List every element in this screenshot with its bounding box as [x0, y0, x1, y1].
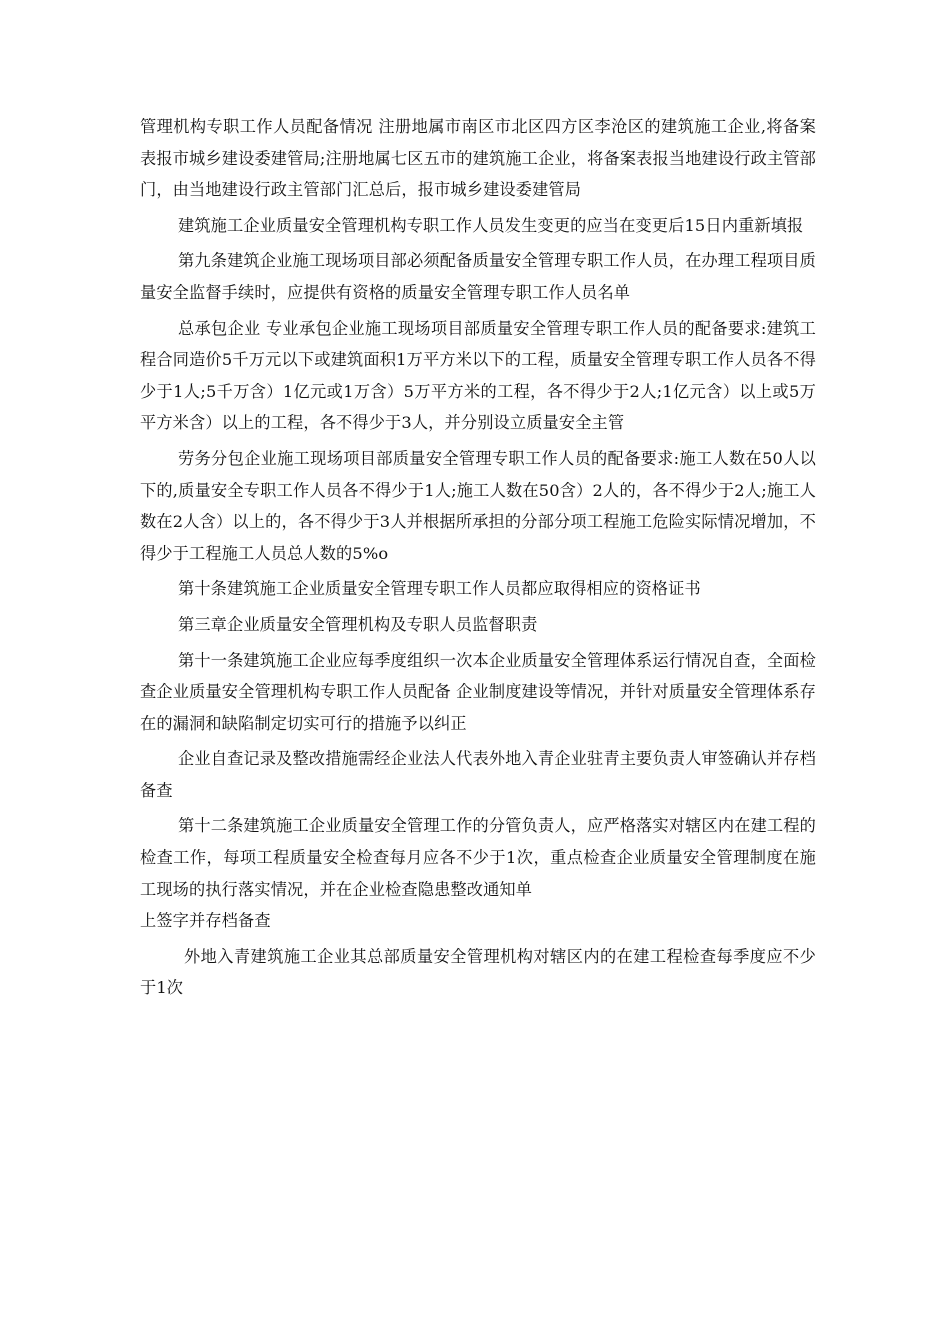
paragraph-nonlocal-enterprise-inspection: 外地入青建筑施工企业其总部质量安全管理机构对辖区内的在建工程检查每季度应不少于1次 — [140, 946, 816, 998]
paragraph-article-9: 第九条建筑企业施工现场项目部必须配备质量安全管理专职工作人员，在办理工程项目质量安全监督手续时，应提供有资格的质量安全管理专职工作人员名单 — [140, 251, 816, 302]
paragraph-filing-location: 管理机构专职工作人员配备情况 注册地属市南区市北区四方区李沧区的建筑施工企业,将备案表报市城乡建设委建管局;注册地属七区五市的建筑施工企业，将备案表报当地建设行政主管部门，由当地建设行政主管部门汇总后，报市城乡建设委建管局 — [140, 117, 816, 200]
chapter-3-heading: 第三章企业质量安全管理机构及专职人员监督职责 — [178, 614, 538, 634]
paragraph-article-12: 第十二条建筑施工企业质量安全管理工作的分管负责人，应严格落实对辖区内在建工程的检查工作，每项工程质量安全检查每月应各不少于1次，重点检查企业质量安全管理制度在施工现场的执行落实情况，并在企业检查隐患整改通知单 — [140, 816, 816, 899]
paragraph-general-contractor-staffing: 总承包企业 专业承包企业施工现场项目部质量安全管理专职工作人员的配备要求:建筑工程合同造价5千万元以下或建筑面积1万平方米以下的工程，质量安全管理专职工作人员各不得少于1人;5千万含）1亿元或1万含）5万平方米的工程，各不得少于2人;1亿元含）以上或5万平方米含）以上的工程，各不得少于3人，并分别设立质量安全主管 — [140, 318, 816, 433]
paragraph-labor-subcontractor-staffing: 劳务分包企业施工现场项目部质量安全管理专职工作人员的配备要求:施工人数在50人以下的,质量安全专职工作人员各不得少于1人;施工人数在50含）2人的，各不得少于2人;施工人数在2人含）以上的，各不得少于3人并根据所承担的分部分项工程施工危险实际情况增加，不得少于工程施工人员总人数的5%o — [140, 448, 816, 563]
paragraph-change-refiling: 建筑施工企业质量安全管理机构专职工作人员发生变更的应当在变更后15日内重新填报 — [178, 215, 804, 235]
paragraph-self-inspection-records: 企业自查记录及整改措施需经企业法人代表外地入青企业驻青主要负责人审签确认并存档备查 — [140, 749, 816, 800]
paragraph-article-10: 第十条建筑施工企业质量安全管理专职工作人员都应取得相应的资格证书 — [178, 579, 701, 599]
paragraph-article-11: 第十一条建筑施工企业应每季度组织一次本企业质量安全管理体系运行情况自查，全面检查企业质量安全管理机构专职工作人员配备 企业制度建设等情况，并针对质量安全管理体系存在的漏洞和缺陷制定切实可行的措施予以纠正 — [140, 650, 816, 733]
paragraph-article-12-continued: 上签字并存档备查 — [140, 911, 271, 931]
document-body — [140, 111, 816, 1004]
